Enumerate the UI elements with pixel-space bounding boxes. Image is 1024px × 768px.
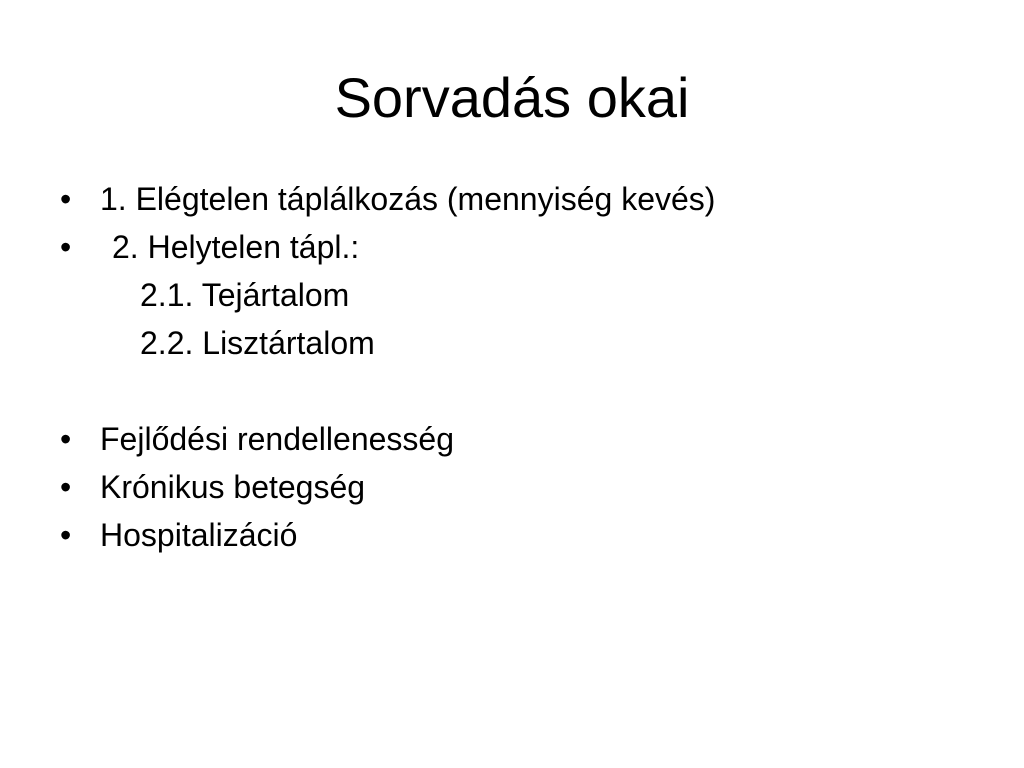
list-item-text: Krónikus betegség bbox=[100, 469, 366, 505]
list-item-text: Hospitalizáció bbox=[100, 517, 298, 553]
bullet-icon: • bbox=[60, 181, 72, 217]
list-item-text: 2. Helytelen tápl.: bbox=[112, 229, 360, 265]
list-item-text: 1. Elégtelen táplálkozás (mennyiség kevés) bbox=[100, 181, 716, 217]
list-item-text: Fejlődési rendellenesség bbox=[100, 421, 454, 457]
bullet-icon: • bbox=[60, 421, 72, 457]
slide-title: Sorvadás okai bbox=[334, 66, 690, 129]
bullet-icon: • bbox=[60, 517, 72, 553]
sub-item-text: 2.2. Lisztártalom bbox=[140, 325, 375, 361]
sub-item-text: 2.1. Tejártalom bbox=[140, 277, 350, 313]
bullet-icon: • bbox=[60, 229, 72, 265]
bullet-icon: • bbox=[60, 469, 72, 505]
